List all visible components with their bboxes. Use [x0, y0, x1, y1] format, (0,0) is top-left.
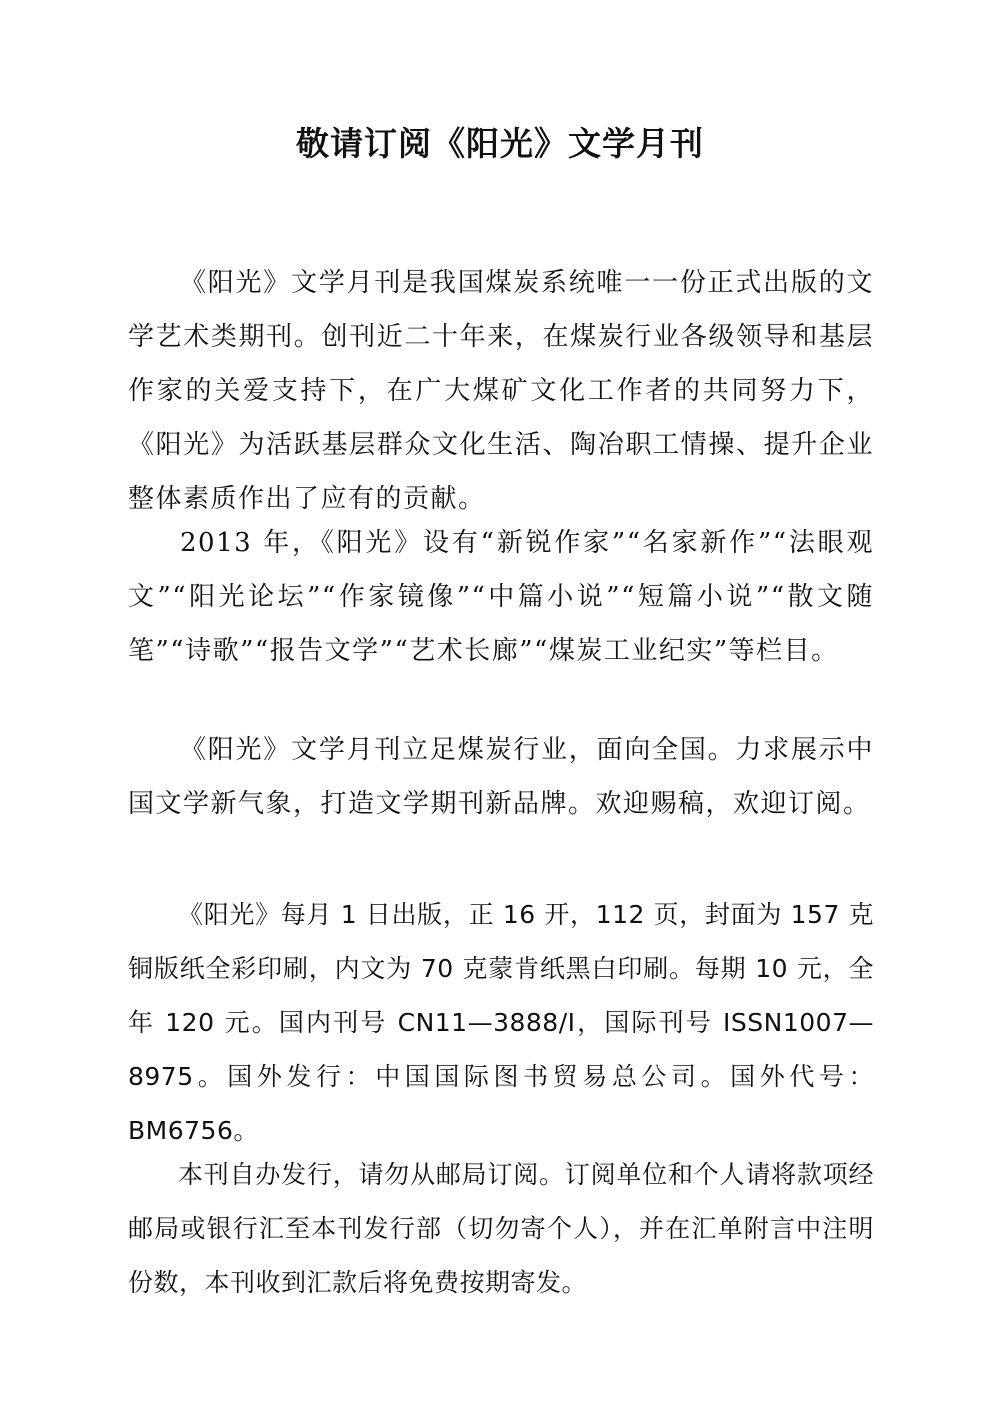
mission-paragraph: 《阳光》文学月刊立足煤炭行业，面向全国。力求展示中国文学新气象，打造文学期刊新品牌。欢迎赐稿，欢迎订阅。: [128, 735, 874, 819]
publication-info-paragraph: 《阳光》每月 1 日出版，正 16 开，112 页，封面为 157 克铜版纸全彩印刷，内文为 70 克蒙肯纸黑白印刷。每期 10 元，全年 120 元。国内刊号 CN11—3888/I，国际刊号 ISSN1007—8975。国外发行：中国国际图书贸易总公司。国外代号：BM6756。: [128, 900, 874, 1145]
intro-paragraph: 《阳光》文学月刊是我国煤炭系统唯一一份正式出版的文学艺术类期刊。创刊近二十年来，在煤炭行业各级领导和基层作家的关爱支持下，在广大煤矿文化工作者的共同努力下，《阳光》为活跃基层群众文化生活、陶冶职工情操、提升企业整体素质作出了应有的贡献。: [128, 268, 874, 514]
subscription-paragraph: 本刊自办发行，请勿从邮局订阅。订阅单位和个人请将款项经邮局或银行汇至本刊发行部（切勿寄个人），并在汇单附言中注明份数，本刊收到汇款后将免费按期寄发。: [128, 1160, 874, 1297]
page-title: 敬请订阅《阳光》文学月刊: [296, 124, 704, 163]
columns-paragraph: 2013 年，《阳光》设有“新锐作家”“名家新作”“法眼观文”“阳光论坛”“作家镜像”“中篇小说”“短篇小说”“散文随笔”“诗歌”“报告文学”“艺术长廊”“煤炭工业纪实”等栏目。: [128, 528, 874, 666]
